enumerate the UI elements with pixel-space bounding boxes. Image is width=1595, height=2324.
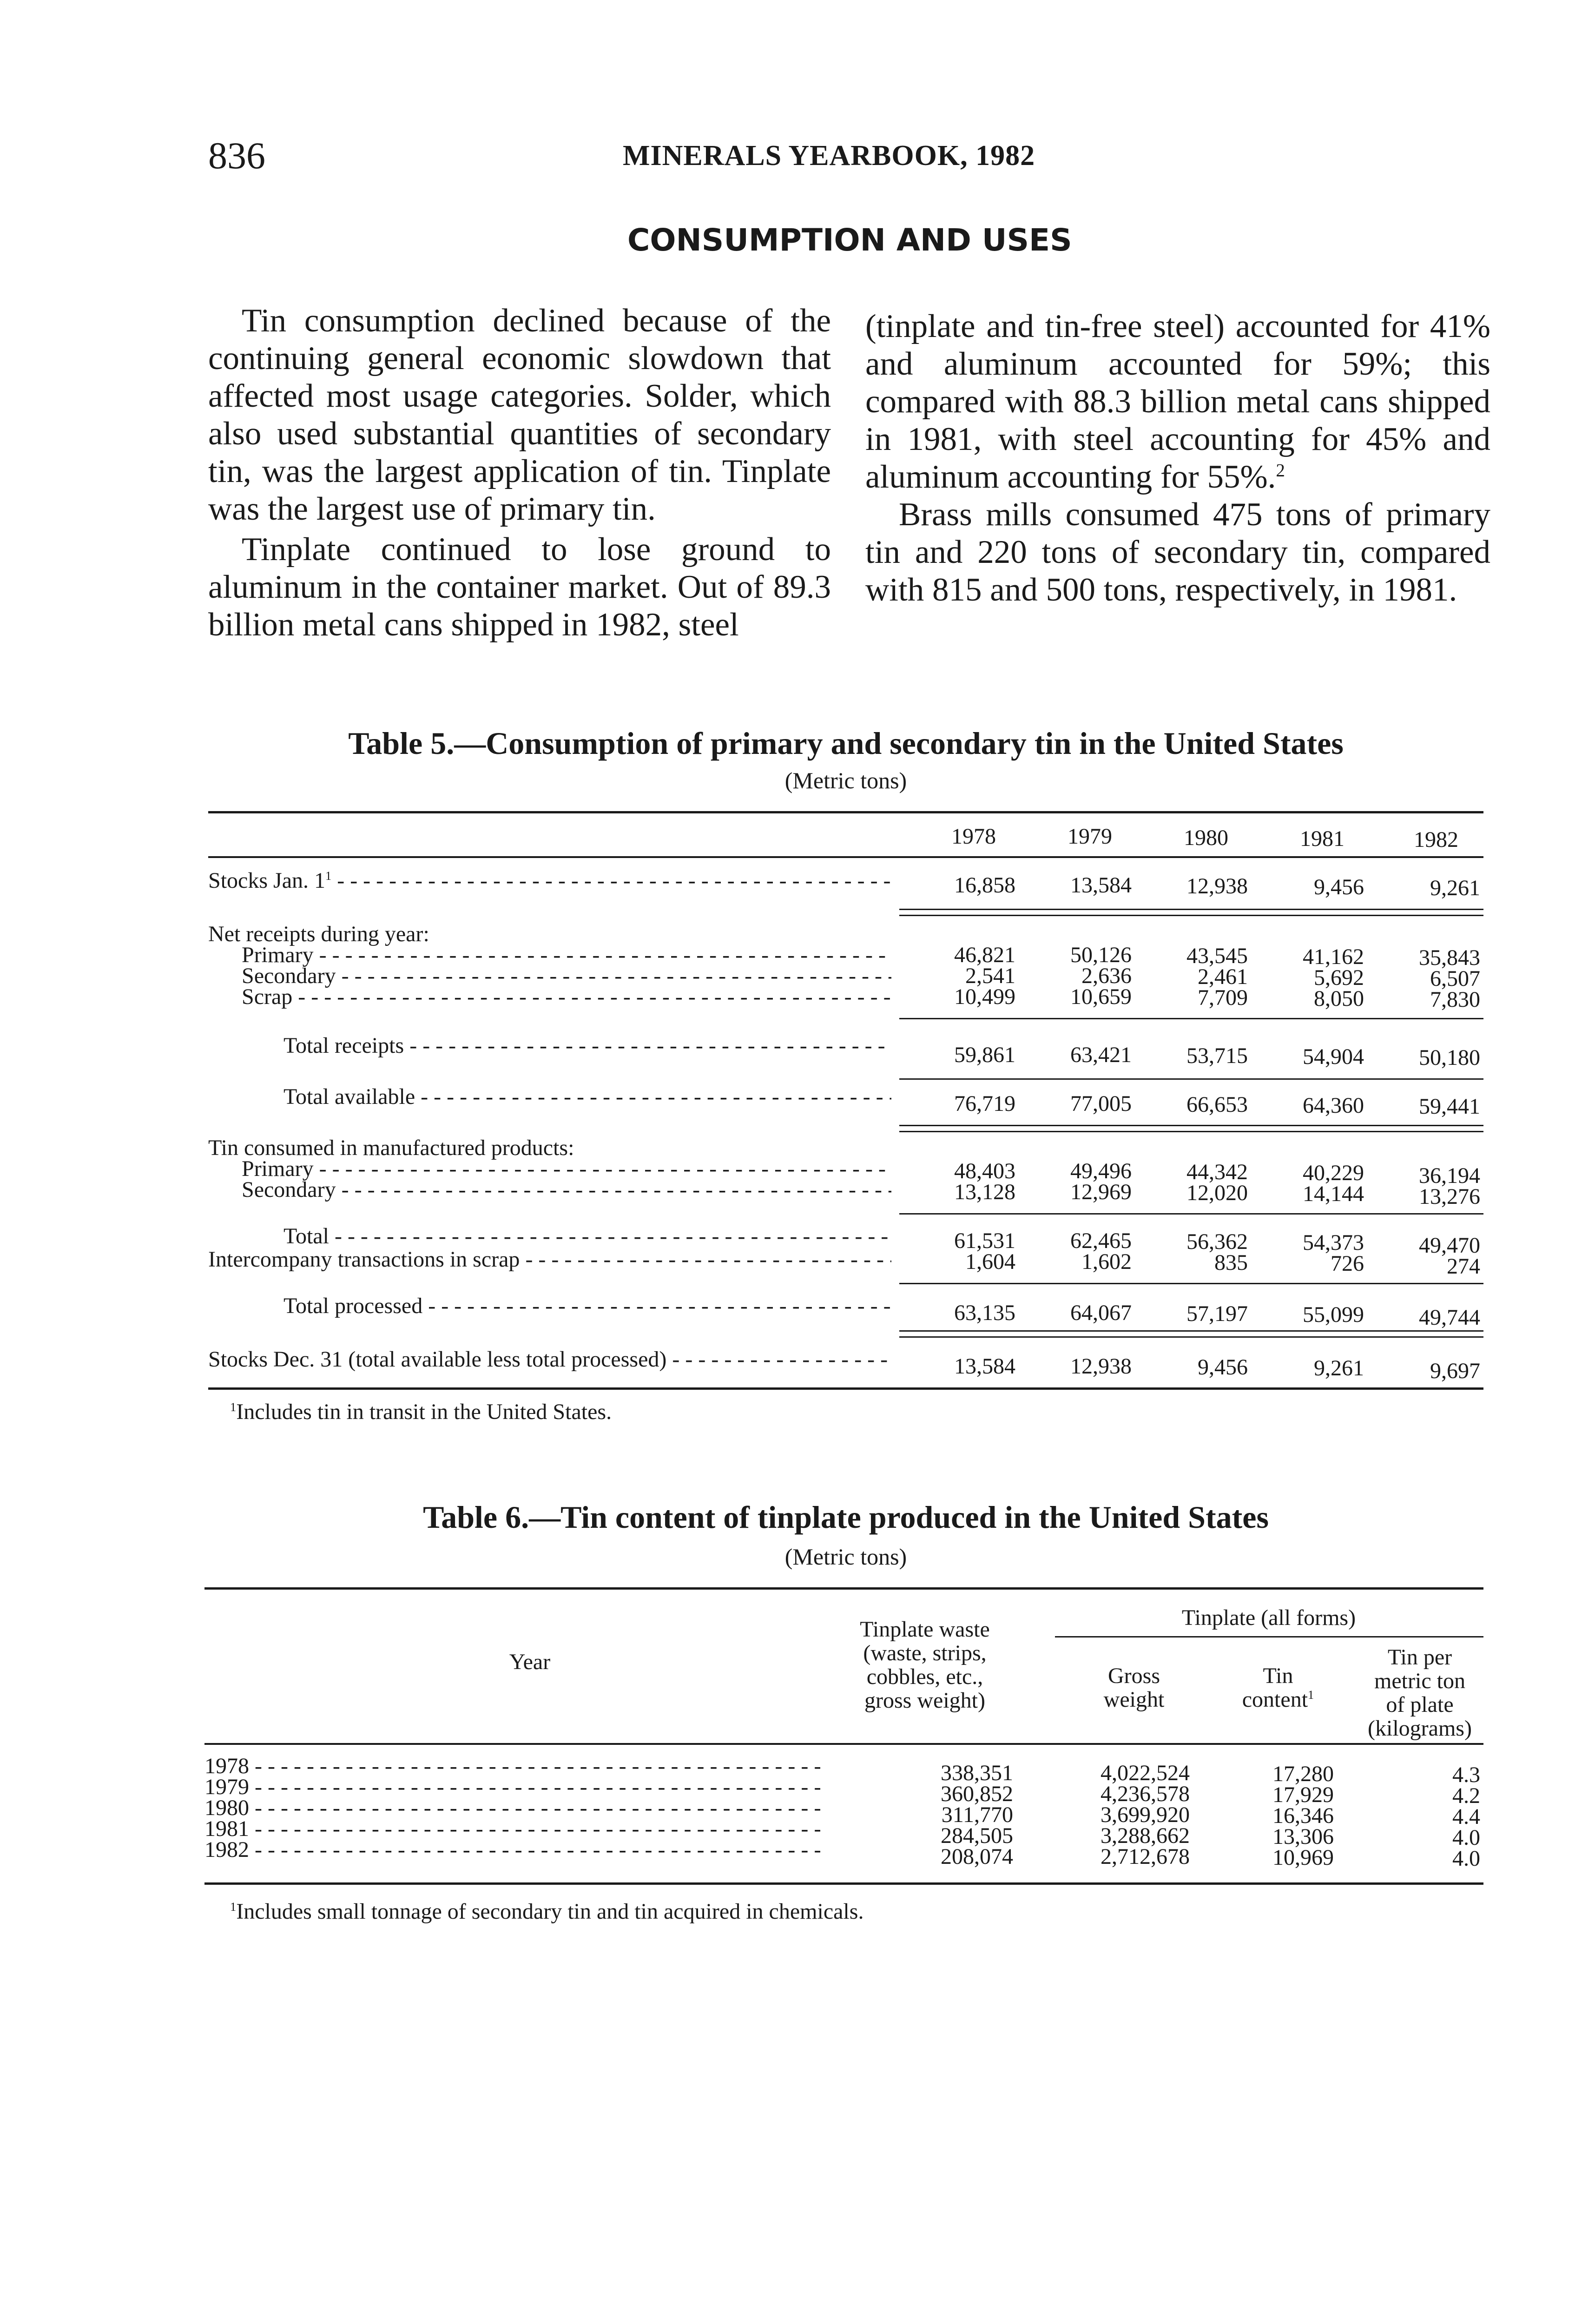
cell-value: 311,770 [941, 1802, 1013, 1827]
row-label-text [208, 869, 891, 892]
running-title: MINERALS YEARBOOK, 1982 [623, 140, 1035, 172]
cell-value: 63,421 [1070, 1043, 1132, 1067]
table6-footnote [230, 1899, 863, 1924]
table6-units: (Metric tons) [784, 1544, 907, 1570]
row-label: Secondary - - - [242, 1178, 891, 1202]
cell-value: 64,067 [1070, 1301, 1132, 1325]
cell-value: 41,162 [1303, 944, 1364, 969]
row-label: Total processed - - - [283, 1294, 891, 1318]
table-rule [1055, 1636, 1483, 1637]
row-year: 1982 - - - [204, 1838, 820, 1862]
table-rule [208, 856, 1483, 858]
table-rule [208, 1387, 1483, 1390]
table5-units: (Metric tons) [784, 767, 907, 793]
cell-value: 3,288,662 [1101, 1823, 1190, 1848]
header-line: cobbles, etc., [866, 1664, 983, 1689]
cell-value: 64,360 [1303, 1093, 1364, 1118]
section-heading: CONSUMPTION AND USES [627, 222, 1072, 258]
col-group-header: Tinplate (all forms) [1181, 1605, 1356, 1630]
footnote-text: Includes tin in transit in the United States. [236, 1400, 612, 1424]
cell-value: 14,144 [1303, 1182, 1364, 1206]
table5-footnote [230, 1399, 612, 1425]
cell-value: 12,969 [1070, 1180, 1132, 1204]
table-rule [204, 1882, 1483, 1885]
cell-value: 4.3 [1452, 1763, 1480, 1787]
cell-value: 13,584 [1070, 873, 1132, 898]
cell-value: 16,346 [1272, 1803, 1334, 1828]
header-line: (kilograms) [1368, 1716, 1472, 1741]
cell-value: 1,604 [965, 1249, 1015, 1274]
table-rule [899, 1018, 1483, 1019]
cell-value: 7,709 [1198, 985, 1248, 1010]
footnote-text: Includes small tonnage of secondary tin and tin acquired in chemicals. [236, 1899, 864, 1924]
cell-value: 63,135 [954, 1301, 1015, 1325]
header-line: (waste, strips, [863, 1641, 987, 1665]
cell-value: 2,636 [1081, 964, 1132, 988]
cell-value: 208,074 [941, 1844, 1013, 1869]
row-label: Secondary - - - [242, 964, 891, 988]
table6-title: Table 6.—Tin content of tinplate produced in the United States [423, 1499, 1269, 1535]
cell-value: 49,496 [1070, 1159, 1132, 1183]
footnote-mark: 1 [230, 1400, 237, 1414]
header-text: content [1242, 1687, 1308, 1712]
col-header-waste [832, 1618, 1018, 1712]
row-label: Total - - - [283, 1225, 891, 1248]
cell-value: 46,821 [954, 943, 1015, 967]
cell-value: 62,465 [1070, 1228, 1132, 1253]
cell-value: 9,261 [1314, 1356, 1364, 1380]
cell-value: 50,126 [1070, 943, 1132, 967]
cell-value: 49,744 [1419, 1305, 1480, 1330]
cell-value: 16,858 [954, 873, 1015, 898]
cell-value: 66,653 [1186, 1092, 1248, 1117]
table-rule [208, 811, 1483, 813]
cell-value: 59,861 [954, 1043, 1015, 1067]
cell-value: 9,456 [1198, 1355, 1248, 1380]
row-label: Primary - - - [242, 1157, 891, 1181]
cell-value: 2,712,678 [1101, 1844, 1190, 1869]
cell-value: 6,507 [1430, 966, 1480, 991]
cell-value: 726 [1331, 1251, 1364, 1276]
cell-value: 1,602 [1081, 1249, 1132, 1274]
header-line: metric ton [1374, 1669, 1465, 1693]
col-header-gross [1074, 1664, 1194, 1711]
cell-value: 4.0 [1452, 1825, 1480, 1850]
table-rule [899, 1213, 1483, 1215]
paragraph: Tin consumption declined because of the continuing general economic slowdown that affected most usage categories. Solder, which also used substantial quantities of secondary tin, was the largest application of tin. Tinplate was the largest use of primary tin. [208, 303, 831, 527]
cell-value: 4.2 [1452, 1783, 1480, 1808]
table-rule [899, 909, 1483, 910]
cell-value: 57,197 [1186, 1301, 1248, 1326]
cell-value: 61,531 [954, 1228, 1015, 1253]
table-rule [899, 1283, 1483, 1284]
footnote-mark: 1 [230, 1900, 237, 1914]
table-rule [899, 1078, 1483, 1080]
cell-value: 17,280 [1272, 1762, 1334, 1786]
col-header-1980: 1980 [1184, 825, 1228, 850]
row-label: Total available - - - [283, 1085, 891, 1109]
cell-value: 48,403 [954, 1159, 1015, 1183]
cell-value: 43,545 [1186, 944, 1248, 968]
row-label: Scrap - - - [242, 985, 891, 1009]
header-line: gross weight) [864, 1688, 985, 1713]
footnote-ref: 1 [325, 869, 332, 883]
cell-value: 59,441 [1419, 1094, 1480, 1119]
table-rule [899, 915, 1483, 916]
cell-value: 54,904 [1303, 1044, 1364, 1069]
cell-value: 2,541 [965, 964, 1015, 988]
cell-value: 10,969 [1272, 1845, 1334, 1870]
cell-value: 36,194 [1419, 1163, 1480, 1188]
table-rule [899, 1125, 1483, 1126]
cell-value: 12,938 [1070, 1354, 1132, 1379]
row-year: 1978 - - - [204, 1755, 820, 1778]
header-line: weight [1103, 1687, 1165, 1712]
cell-value: 12,938 [1186, 874, 1248, 898]
section-label: Net receipts during year: [208, 922, 429, 946]
footnote-ref: 2 [1276, 460, 1285, 481]
cell-value: 44,342 [1186, 1160, 1248, 1184]
col-header-1979: 1979 [1068, 824, 1112, 849]
cell-value: 50,180 [1419, 1045, 1480, 1070]
row-year: 1980 - - - [204, 1796, 820, 1820]
table-rule [899, 1336, 1483, 1338]
cell-value: 4.4 [1452, 1804, 1480, 1829]
cell-value: 274 [1447, 1254, 1480, 1279]
header-line: of plate [1386, 1692, 1454, 1717]
row-year: 1979 - - - [204, 1776, 820, 1799]
cell-value: 4,236,578 [1101, 1782, 1190, 1806]
cell-value: 55,099 [1303, 1302, 1364, 1327]
cell-value: 10,499 [954, 984, 1015, 1009]
cell-value: 338,351 [941, 1761, 1013, 1785]
cell-value: 54,373 [1303, 1230, 1364, 1255]
cell-value: 284,505 [941, 1823, 1013, 1848]
table-rule [899, 1131, 1483, 1132]
cell-value: 9,456 [1314, 875, 1364, 899]
cell-value: 13,276 [1419, 1184, 1480, 1209]
col-header-1982: 1982 [1414, 827, 1458, 852]
cell-value: 9,261 [1430, 876, 1480, 900]
col-header-per-ton [1350, 1645, 1490, 1740]
paragraph-text: (tinplate and tin-free steel) accounted for 41% and aluminum accounted for 59%; this compared with 88.3 billion metal cans shipped in 1981, with steel accounting for 45% and aluminum accounting for 55%. [865, 308, 1490, 495]
table-rule [899, 1330, 1483, 1332]
cell-value: 835 [1214, 1250, 1248, 1275]
table5-title: Table 5.—Consumption of primary and secondary tin in the United States [348, 726, 1344, 761]
col-header-1981: 1981 [1300, 826, 1345, 851]
cell-value: 7,830 [1430, 987, 1480, 1012]
col-header-year: Year [509, 1650, 551, 1674]
cell-value: 13,584 [954, 1354, 1015, 1379]
paragraph: Brass mills consumed 475 tons of primary tin and 220 tons of secondary tin, compared with 815 and 500 tons, respectively, in 1981. [865, 496, 1490, 608]
row-label: Intercompany transactions in scrap - - - [208, 1248, 891, 1271]
cell-value: 10,659 [1070, 984, 1132, 1009]
label-text: Stocks Jan. 1 [208, 869, 325, 892]
cell-value: 12,020 [1186, 1181, 1248, 1205]
footnote-ref: 1 [1308, 1688, 1314, 1702]
cell-value: 35,843 [1419, 945, 1480, 970]
paragraph: Tinplate continued to lose ground to aluminum in the container market. Out of 89.3 billion metal cans shipped in 1982, steel [208, 531, 831, 643]
cell-value: 2,461 [1198, 964, 1248, 989]
cell-value: 13,306 [1272, 1824, 1334, 1849]
header-line: Tin per [1387, 1645, 1452, 1670]
cell-value: 76,719 [954, 1091, 1015, 1116]
cell-value: 4,022,524 [1101, 1761, 1190, 1785]
header-line: Tinplate waste [860, 1617, 990, 1642]
row-year: 1981 - - - [204, 1817, 820, 1841]
header-line [1218, 1688, 1338, 1711]
col-header-1978: 1978 [951, 824, 996, 849]
row-label: Total receipts - - - [283, 1034, 891, 1057]
cell-value: 17,929 [1272, 1783, 1334, 1807]
cell-value: 5,692 [1314, 965, 1364, 990]
cell-value: 8,050 [1314, 986, 1364, 1011]
cell-value: 77,005 [1070, 1091, 1132, 1116]
row-label [208, 869, 891, 892]
cell-value: 56,362 [1186, 1229, 1248, 1254]
cell-value: 13,128 [954, 1180, 1015, 1204]
row-label: Stocks Dec. 31 (total available less total processed) - - - [208, 1348, 891, 1371]
header-line: Tin [1263, 1664, 1293, 1688]
section-label: Tin consumed in manufactured products: [208, 1136, 574, 1160]
cell-value: 9,697 [1430, 1359, 1480, 1383]
cell-value: 53,715 [1186, 1043, 1248, 1068]
cell-value: 40,229 [1303, 1161, 1364, 1185]
row-label: Primary - - - [242, 944, 891, 967]
right-column [865, 308, 1490, 609]
cell-value: 3,699,920 [1101, 1802, 1190, 1827]
cell-value: 4.0 [1452, 1846, 1480, 1871]
col-header-tin [1218, 1664, 1338, 1711]
table-rule [204, 1743, 1483, 1745]
paragraph [865, 308, 1490, 496]
left-column [208, 302, 831, 644]
header-line: Gross [1107, 1664, 1160, 1688]
cell-value: 360,852 [941, 1782, 1013, 1806]
table-rule [204, 1587, 1483, 1590]
page-number: 836 [208, 134, 265, 177]
cell-value: 49,470 [1419, 1233, 1480, 1258]
